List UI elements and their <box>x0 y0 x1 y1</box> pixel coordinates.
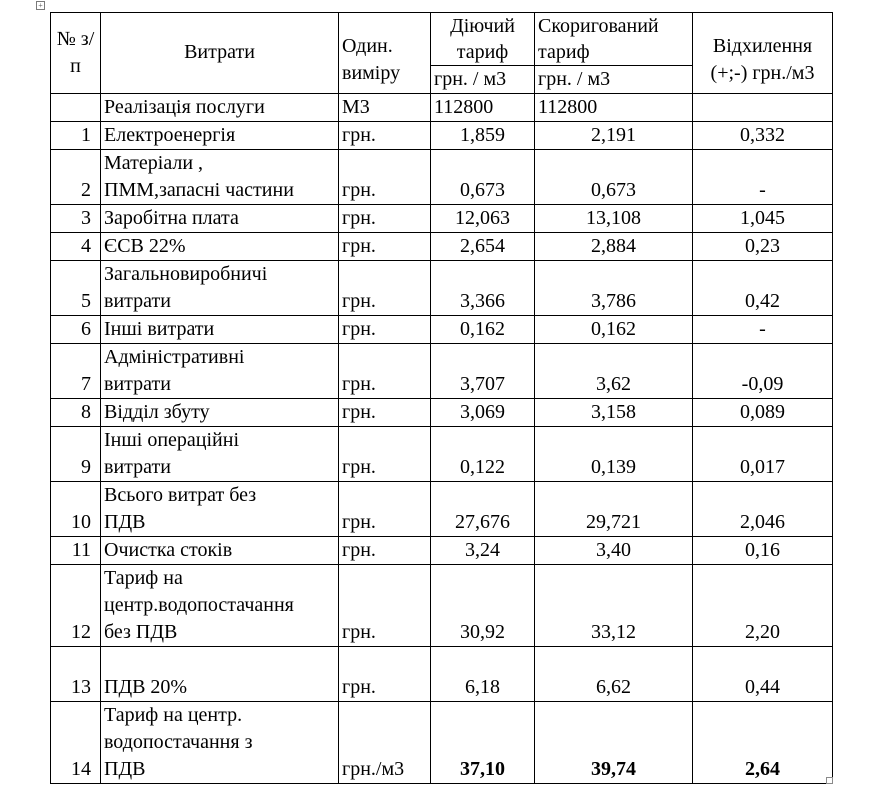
cell-current: 3,24 <box>431 537 535 565</box>
cost-line: Заробітна плата <box>104 207 239 229</box>
cell-unit: грн. <box>339 261 431 316</box>
cell-deviation: 0,332 <box>693 122 833 150</box>
cost-line: центр.водопостачання <box>104 594 294 616</box>
cell-current: 0,122 <box>431 427 535 482</box>
table-row <box>51 565 833 647</box>
table-row <box>51 427 833 482</box>
cell-unit: грн. <box>339 205 431 233</box>
cell-adjusted: 3,62 <box>535 344 693 399</box>
cell-cost <box>101 427 339 482</box>
table-row <box>51 233 833 261</box>
cell-current: 2,654 <box>431 233 535 261</box>
cost-line: Адміністративні <box>104 346 245 368</box>
table-row <box>51 150 833 205</box>
cost-line: витрати <box>104 456 171 478</box>
cell-no: 5 <box>51 261 101 316</box>
header-no: № з/п <box>51 13 101 94</box>
table-move-handle-icon[interactable]: + <box>36 1 45 10</box>
cost-line <box>104 647 335 674</box>
cost-line: Всього витрат без <box>104 484 257 506</box>
cell-cost <box>101 399 339 427</box>
cell-unit: грн. <box>339 537 431 565</box>
cost-line: Тариф на центр. <box>104 704 243 726</box>
table-row <box>51 399 833 427</box>
cell-deviation: 2,64 <box>693 702 833 784</box>
cost-line: Електроенергія <box>104 124 236 146</box>
header-deviation: Відхилення (+;-) грн./м3 <box>693 13 833 94</box>
cell-adjusted: 2,191 <box>535 122 693 150</box>
cost-line: витрати <box>104 290 171 312</box>
cost-line: ПДВ 20% <box>104 676 188 698</box>
cell-current: 1,859 <box>431 122 535 150</box>
cost-line: Тариф на <box>104 567 183 589</box>
cell-cost <box>101 233 339 261</box>
cell-deviation: -0,09 <box>693 344 833 399</box>
cell-deviation <box>693 94 833 122</box>
cell-cost <box>101 565 339 647</box>
cell-deviation: 0,017 <box>693 427 833 482</box>
cell-current: 3,366 <box>431 261 535 316</box>
cell-adjusted: 13,108 <box>535 205 693 233</box>
cell-no: 6 <box>51 316 101 344</box>
cell-cost <box>101 482 339 537</box>
cell-deviation: 0,42 <box>693 261 833 316</box>
cell-current: 12,063 <box>431 205 535 233</box>
header-unit: Один. виміру <box>339 13 431 94</box>
tariff-table <box>50 12 833 784</box>
cell-adjusted: 39,74 <box>535 702 693 784</box>
cell-cost: Реалізація послуги <box>101 94 339 122</box>
cell-unit: грн. <box>339 316 431 344</box>
cost-line: ПДВ <box>104 511 146 533</box>
header-current: Діючий тариф <box>431 13 535 66</box>
cell-deviation: 0,16 <box>693 537 833 565</box>
cell-unit: грн. <box>339 122 431 150</box>
cell-no: 9 <box>51 427 101 482</box>
cell-cost <box>101 261 339 316</box>
header-cost: Витрати <box>101 13 339 94</box>
cell-adjusted: 3,786 <box>535 261 693 316</box>
cell-adjusted: 112800 <box>535 94 693 122</box>
cell-deviation: 2,20 <box>693 565 833 647</box>
cell-cost <box>101 702 339 784</box>
cost-line: Очистка стоків <box>104 539 233 561</box>
cell-no: 8 <box>51 399 101 427</box>
cost-line: Інші витрати <box>104 318 215 340</box>
cell-cost <box>101 122 339 150</box>
cell-unit: М3 <box>339 94 431 122</box>
cost-line: ПММ,запасні частини <box>104 179 294 201</box>
table-row <box>51 482 833 537</box>
cost-line: Інші операційні <box>104 429 239 451</box>
cell-no: 2 <box>51 150 101 205</box>
cell-deviation: - <box>693 150 833 205</box>
cell-current: 6,18 <box>431 647 535 702</box>
cell-adjusted: 29,721 <box>535 482 693 537</box>
cell-unit: грн. <box>339 150 431 205</box>
cell-unit: грн. <box>339 427 431 482</box>
cell-current: 30,92 <box>431 565 535 647</box>
cell-no: 14 <box>51 702 101 784</box>
cell-unit: грн. <box>339 399 431 427</box>
table-row-realization <box>51 94 833 122</box>
cell-deviation: - <box>693 316 833 344</box>
cell-adjusted: 33,12 <box>535 565 693 647</box>
table-row <box>51 702 833 784</box>
cell-no: 1 <box>51 122 101 150</box>
table-row <box>51 205 833 233</box>
cell-no: 11 <box>51 537 101 565</box>
cell-current: 3,069 <box>431 399 535 427</box>
header-current-unit: грн. / м3 <box>431 66 535 94</box>
header-row-top <box>51 13 833 66</box>
cell-adjusted: 6,62 <box>535 647 693 702</box>
cell-adjusted: 0,139 <box>535 427 693 482</box>
cell-cost <box>101 150 339 205</box>
cost-line: ПДВ <box>104 758 146 780</box>
cell-no: 7 <box>51 344 101 399</box>
table-row <box>51 261 833 316</box>
table-row <box>51 122 833 150</box>
cell-cost <box>101 647 339 702</box>
cost-line: витрати <box>104 373 171 395</box>
cell-unit: грн. <box>339 482 431 537</box>
cell-unit: грн./м3 <box>339 702 431 784</box>
cell-deviation: 2,046 <box>693 482 833 537</box>
cost-line: Матеріали , <box>104 152 204 174</box>
table-resize-handle-icon[interactable] <box>826 777 833 784</box>
cell-current: 0,162 <box>431 316 535 344</box>
cell-cost <box>101 537 339 565</box>
cell-deviation: 0,23 <box>693 233 833 261</box>
cell-cost <box>101 205 339 233</box>
cost-line: Відділ збуту <box>104 401 210 423</box>
header-adjusted-unit: грн. / м3 <box>535 66 693 94</box>
cell-unit: грн. <box>339 647 431 702</box>
table-row <box>51 316 833 344</box>
cell-no <box>51 94 101 122</box>
cell-unit: грн. <box>339 233 431 261</box>
cell-current: 27,676 <box>431 482 535 537</box>
cell-current: 112800 <box>431 94 535 122</box>
cell-current: 0,673 <box>431 150 535 205</box>
cell-no: 13 <box>51 647 101 702</box>
cell-deviation: 1,045 <box>693 205 833 233</box>
cell-adjusted: 3,158 <box>535 399 693 427</box>
table-row <box>51 344 833 399</box>
header-adjusted: Скоригований тариф <box>535 13 693 66</box>
cost-line: без ПДВ <box>104 621 178 643</box>
cell-no: 10 <box>51 482 101 537</box>
cost-line: Загальновиробничі <box>104 263 268 285</box>
cell-current: 3,707 <box>431 344 535 399</box>
table-row <box>51 537 833 565</box>
table-row <box>51 647 833 702</box>
cell-adjusted: 2,884 <box>535 233 693 261</box>
cell-adjusted: 3,40 <box>535 537 693 565</box>
cell-adjusted: 0,673 <box>535 150 693 205</box>
cell-adjusted: 0,162 <box>535 316 693 344</box>
cost-line: ЄСВ 22% <box>104 235 186 257</box>
cost-line: водопостачання з <box>104 731 253 753</box>
cell-no: 4 <box>51 233 101 261</box>
cell-no: 3 <box>51 205 101 233</box>
cell-deviation: 0,44 <box>693 647 833 702</box>
cell-cost <box>101 316 339 344</box>
cell-unit: грн. <box>339 565 431 647</box>
cell-unit: грн. <box>339 344 431 399</box>
cell-current: 37,10 <box>431 702 535 784</box>
cell-no: 12 <box>51 565 101 647</box>
cell-cost <box>101 344 339 399</box>
cell-deviation: 0,089 <box>693 399 833 427</box>
